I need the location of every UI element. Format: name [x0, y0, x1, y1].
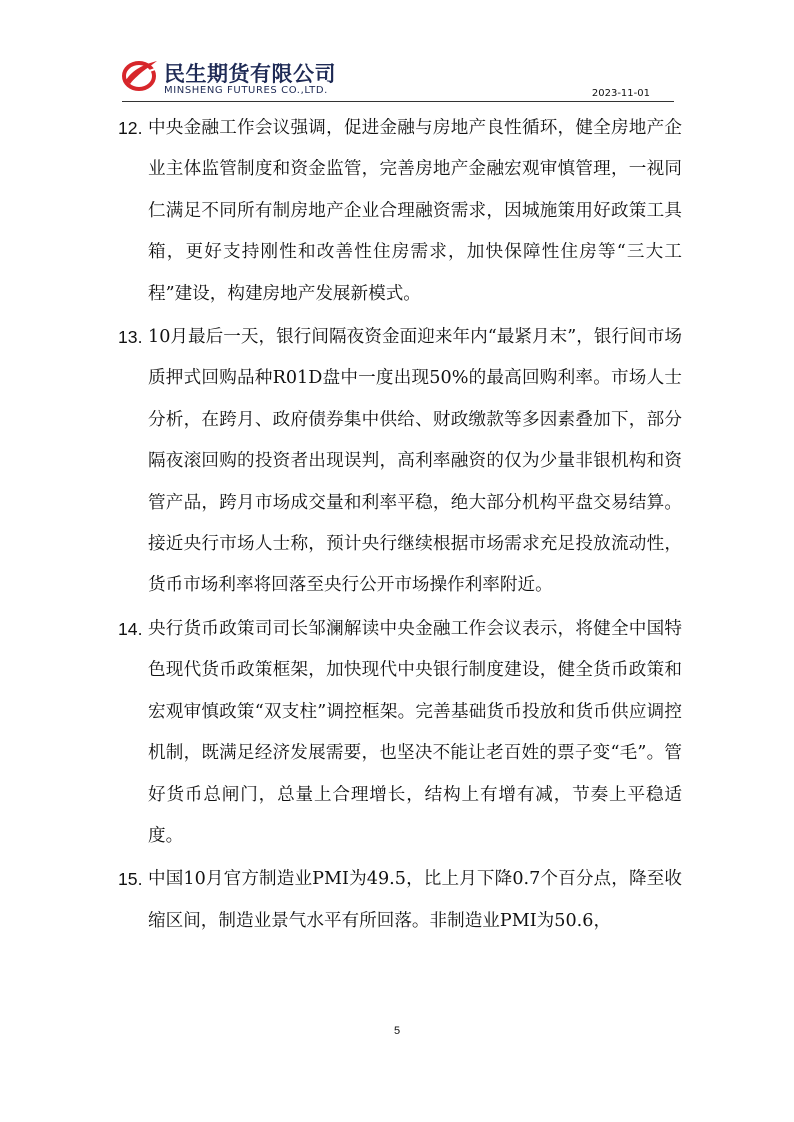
report-date: 2023-11-01	[591, 88, 650, 99]
company-name-en: MINSHENG FUTURES CO.,LTD.	[164, 85, 328, 96]
page-header	[122, 52, 674, 102]
item-text: 中央金融工作会议强调，促进金融与房地产良性循环，健全房地产企业主体监管制度和资金监管，完善房地产金融宏观审慎管理，一视同仁满足不同所有制房地产企业合理融资需求，因城施策用好政策工具箱，更好支持刚性和改善性住房需求，加快保障性住房等“三大工程”建设，构建房地产发展新模式。	[148, 118, 682, 304]
company-name-cn: 民生期货有限公司	[164, 62, 336, 86]
news-list	[118, 108, 682, 944]
item-text: 10月最后一天，银行间隔夜资金面迎来年内“最紧月末”，银行间市场质押式回购品种R01D盘中一度出现50%的最高回购利率。市场人士分析，在跨月、政府债券集中供给、财政缴款等多因素叠加下，部分隔夜滚回购的投资者出现误判，高利率融资的仅为少量非银机构和资管产品，跨月市场成交量和利率平稳，绝大部分机构平盘交易结算。接近央行市场人士称，预计央行继续根据市场需求充足投放流动性，货币市场利率将回落至央行公开市场操作利率附近。	[148, 327, 682, 596]
item-text: 央行货币政策司司长邹澜解读中央金融工作会议表示，将健全中国特色现代货币政策框架，加快现代中央银行制度建设，健全货币政策和宏观审慎政策“双支柱”调控框架。完善基础货币投放和货币供应调控机制，既满足经济发展需要，也坚决不能让老百姓的票子变“毛”。管好货币总闸门，总量上合理增长，结构上有增有减，节奏上平稳适度。	[148, 618, 682, 846]
news-item	[118, 609, 682, 857]
item-text: 中国10月官方制造业PMI为49.5，比上月下降0.7个百分点，降至收缩区间，制造业景气水平有所回落。非制造业PMI为50.6，	[148, 869, 682, 931]
item-number: 12.	[118, 118, 143, 138]
item-number: 14.	[118, 618, 143, 639]
item-number: 15.	[118, 869, 143, 890]
news-item	[118, 859, 682, 942]
minsheng-logo-icon	[122, 58, 158, 92]
news-item	[118, 108, 682, 315]
header-divider	[122, 101, 674, 102]
news-item	[118, 317, 682, 607]
page-number: 5	[393, 1025, 401, 1037]
item-number: 13.	[118, 327, 143, 348]
